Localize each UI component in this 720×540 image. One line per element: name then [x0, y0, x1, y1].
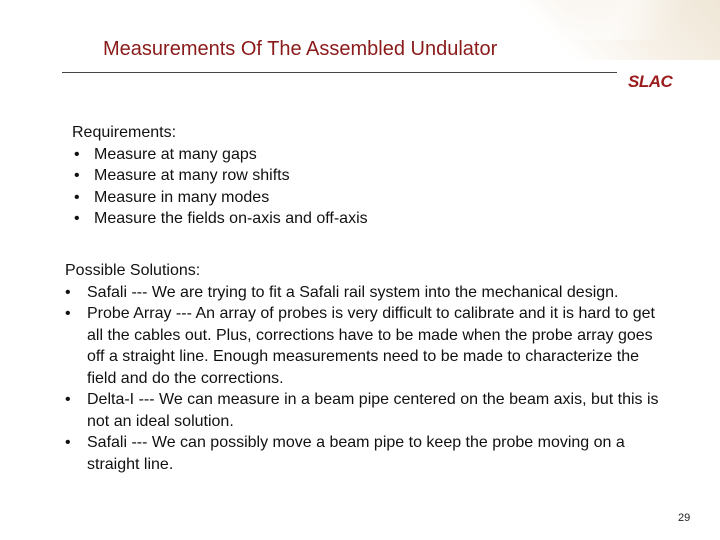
- page-number: 29: [678, 512, 691, 524]
- slide-title: Measurements Of The Assembled Undulator: [103, 38, 498, 60]
- solution-item: • Delta-I --- We can measure in a beam pipe centered on the beam axis, but this is not an ideal solution.: [65, 389, 665, 432]
- solution-item: • Safali --- We can possibly move a beam pipe to keep the probe moving on a straight line.: [65, 432, 665, 475]
- requirements-heading: Requirements:: [72, 124, 177, 141]
- title-divider: [62, 72, 617, 73]
- requirement-item: • Measure at many row shifts: [72, 165, 632, 187]
- corner-decoration-highlight: [548, 0, 691, 40]
- solution-item: • Probe Array --- An array of probes is very difficult to calibrate and it is hard to get all the cables out. Plus, corrections have to be made when the probe array goes off a straight line. Enough measurements need to be made to characterize the field and do the corrections.: [65, 303, 665, 389]
- requirement-item: • Measure at many gaps: [72, 144, 632, 166]
- solutions-heading: Possible Solutions:: [65, 262, 201, 279]
- requirements-list: [72, 144, 632, 230]
- solution-item: • Safali --- We are trying to fit a Safali rail system into the mechanical design.: [65, 282, 665, 304]
- slac-logo: SLAC: [628, 72, 673, 91]
- requirements-section: [72, 122, 632, 230]
- requirement-item: • Measure in many modes: [72, 187, 632, 209]
- requirement-item: • Measure the fields on-axis and off-axis: [72, 208, 632, 230]
- solutions-list: [65, 282, 665, 476]
- solutions-section: [65, 260, 665, 475]
